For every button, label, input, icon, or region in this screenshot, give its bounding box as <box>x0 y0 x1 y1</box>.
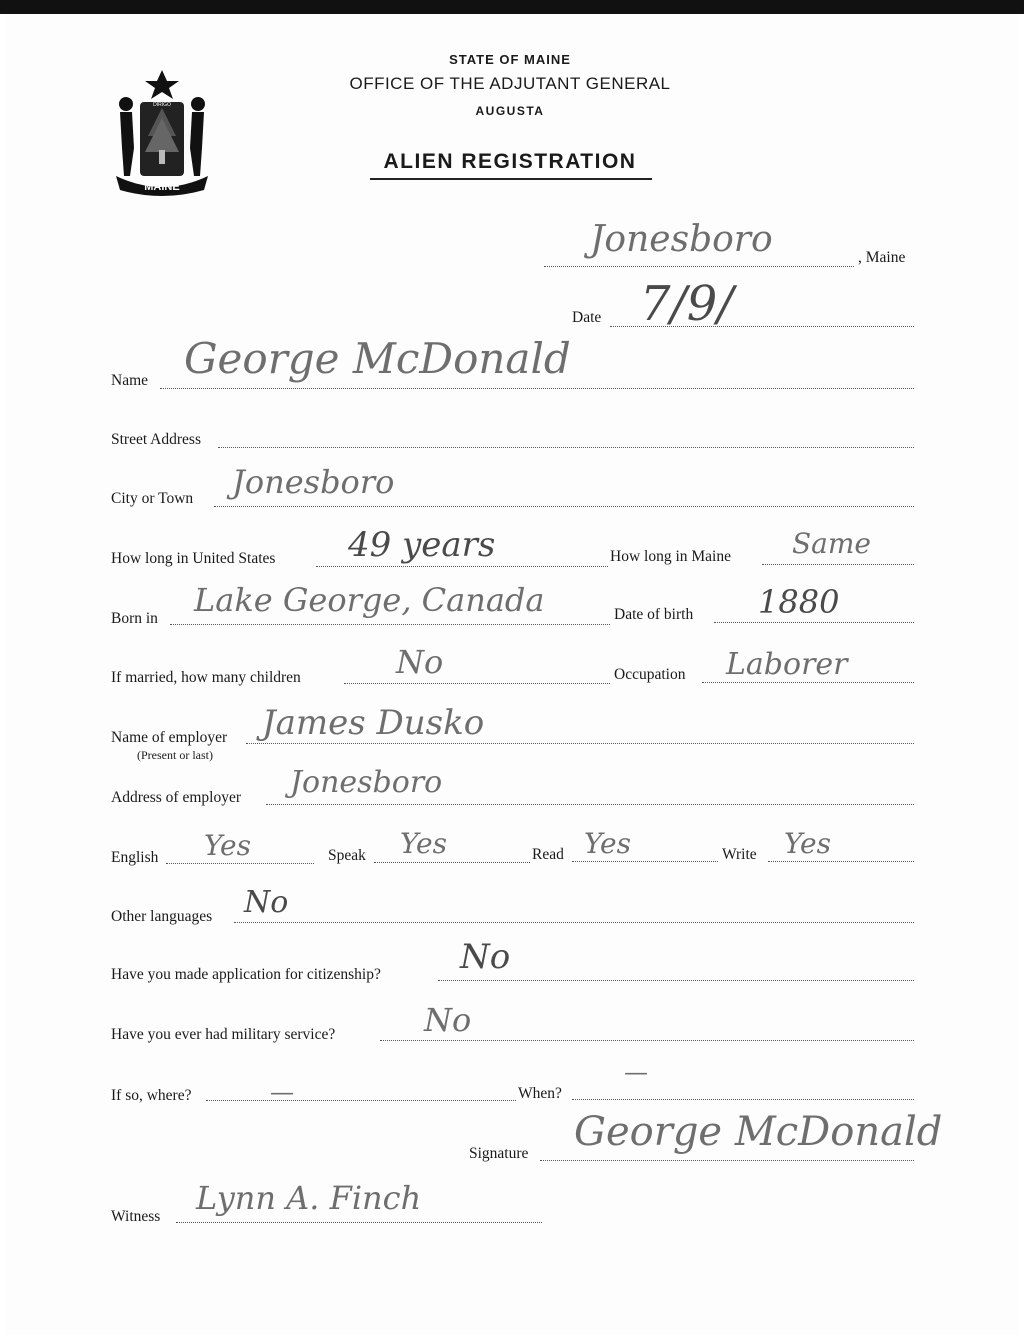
born-in-entry: Lake George, Canada <box>194 581 545 619</box>
speak-entry: Yes <box>400 827 447 860</box>
signature-entry: George McDonald <box>574 1109 943 1155</box>
where-entry: — <box>270 1078 294 1106</box>
other-languages-entry: No <box>244 885 289 920</box>
city-label: City or Town <box>111 490 194 507</box>
born-in-line <box>170 624 610 625</box>
military-label: Have you ever had military service? <box>111 1026 336 1043</box>
write-entry: Yes <box>784 827 831 860</box>
maine-label: , Maine <box>858 249 906 266</box>
citizenship-line <box>438 980 914 981</box>
signature-label: Signature <box>469 1145 529 1162</box>
employer-address-entry: Jonesboro <box>290 765 443 800</box>
witness-label: Witness <box>111 1208 161 1225</box>
speak-label: Speak <box>328 847 366 864</box>
employer-address-line <box>266 804 914 805</box>
employer-line <box>246 743 914 744</box>
where-line <box>206 1100 516 1101</box>
date-of-birth-line <box>714 622 914 623</box>
title-underline <box>370 178 652 180</box>
employer-address-label: Address of employer <box>111 789 241 806</box>
how-long-maine-entry: Same <box>792 527 871 560</box>
occupation-line <box>702 682 914 683</box>
military-entry: No <box>424 1001 472 1039</box>
write-label: Write <box>722 846 757 863</box>
occupation-label: Occupation <box>614 666 686 683</box>
when-line <box>572 1099 914 1100</box>
read-entry: Yes <box>584 827 631 860</box>
name-entry: George McDonald <box>184 334 571 383</box>
children-line <box>344 683 610 684</box>
header-city: AUGUSTA <box>475 104 545 118</box>
read-line <box>572 861 718 862</box>
citizenship-entry: No <box>460 937 511 977</box>
maine-state-seal <box>112 66 212 196</box>
street-address-line <box>218 447 914 448</box>
english-line <box>166 863 314 864</box>
how-long-us-line <box>316 566 608 567</box>
military-line <box>380 1040 914 1041</box>
how-long-maine-label: How long in Maine <box>610 548 731 565</box>
street-address-label: Street Address <box>111 431 201 448</box>
seal-text: MAINE <box>144 181 180 193</box>
name-line <box>160 388 914 389</box>
read-label: Read <box>532 846 564 863</box>
how-long-us-entry: 49 years <box>348 525 496 565</box>
witness-line <box>176 1222 542 1223</box>
city-line <box>214 506 914 507</box>
when-entry: — <box>624 1058 648 1086</box>
write-line <box>768 861 914 862</box>
how-long-us-label: How long in United States <box>111 550 276 567</box>
employer-label: Name of employer <box>111 729 228 746</box>
where-label: If so, where? <box>111 1087 192 1104</box>
english-label: English <box>111 849 159 866</box>
speak-line <box>374 862 530 863</box>
signature-line <box>540 1160 914 1161</box>
header-state: STATE OF MAINE <box>449 52 571 67</box>
form-title: ALIEN REGISTRATION <box>383 150 637 173</box>
seal-motto: DIRIGO <box>153 102 171 108</box>
born-in-label: Born in <box>111 610 158 627</box>
occupation-entry: Laborer <box>726 647 848 682</box>
header-office: OFFICE OF THE ADJUTANT GENERAL <box>349 74 671 93</box>
children-entry: No <box>396 643 444 681</box>
other-languages-label: Other languages <box>111 908 213 925</box>
date-of-birth-entry: 1880 <box>758 583 840 621</box>
town-line <box>544 266 854 267</box>
witness-entry: Lynn A. Finch <box>196 1179 422 1217</box>
other-languages-line <box>234 922 914 923</box>
employer-note: (Present or last) <box>137 748 213 762</box>
english-entry: Yes <box>204 829 251 862</box>
date-label: Date <box>572 309 602 326</box>
how-long-maine-line <box>762 564 914 565</box>
name-label: Name <box>111 372 149 389</box>
date-of-birth-label: Date of birth <box>614 606 694 623</box>
date-entry: 7/9/ <box>640 276 734 332</box>
citizenship-label: Have you made application for citizenship? <box>111 966 381 983</box>
when-label: When? <box>518 1085 562 1102</box>
town-entry: Jonesboro <box>590 219 773 260</box>
employer-entry: James Dusko <box>262 703 485 743</box>
scan-border <box>0 0 1024 14</box>
children-label: If married, how many children <box>111 669 301 686</box>
city-entry: Jonesboro <box>232 463 395 501</box>
